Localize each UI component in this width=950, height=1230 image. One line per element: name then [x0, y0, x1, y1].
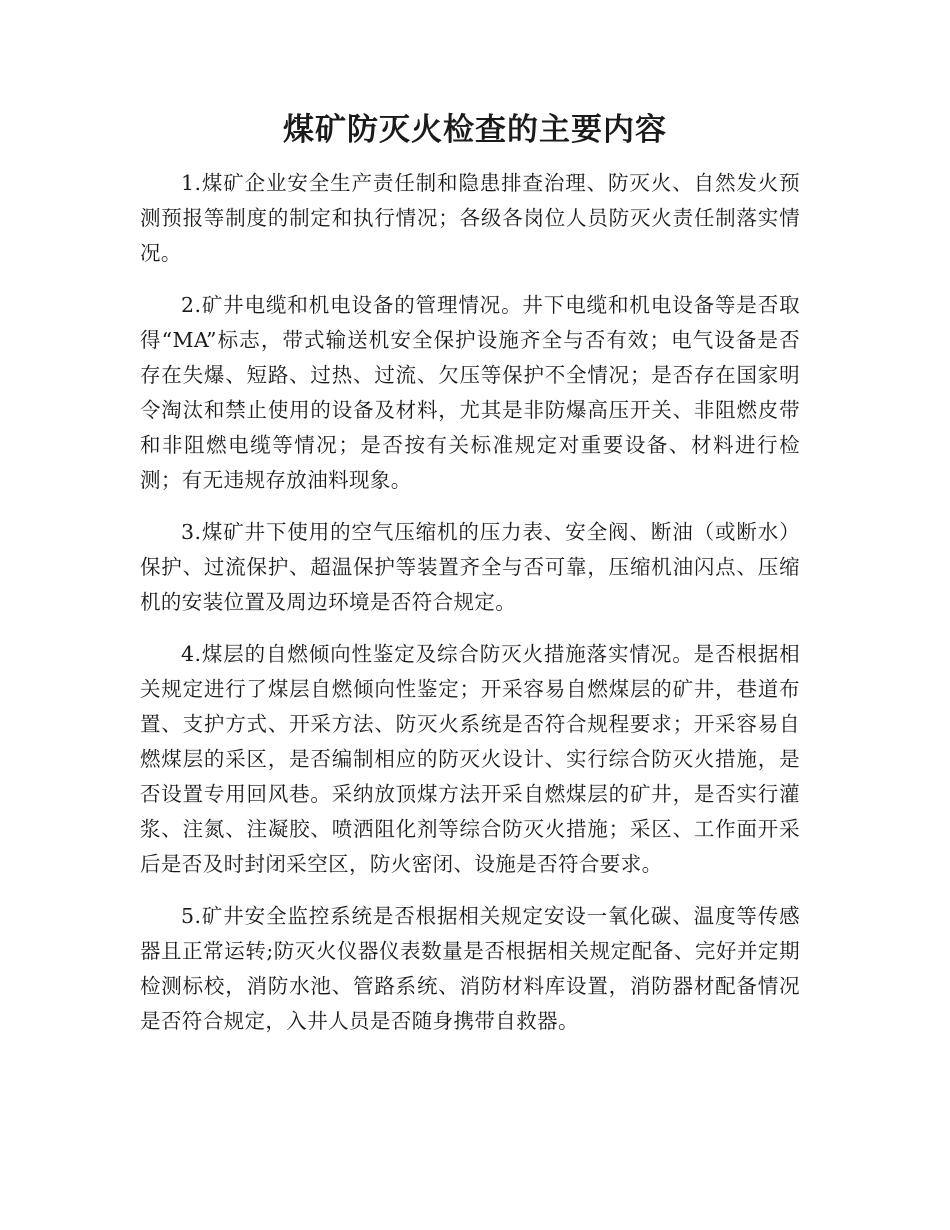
document-body	[140, 166, 800, 1056]
document-title: 煤矿防灭火检查的主要内容	[283, 112, 667, 148]
paragraph-1: 1.煤矿企业安全生产责任制和隐患排查治理、防灭火、自然发火预测预报等制度的制定和执行情况；各级各岗位人员防灭火责任制落实情况。	[140, 171, 800, 265]
paragraph-3: 3.煤矿井下使用的空气压缩机的压力表、安全阀、断油（或断水）保护、过流保护、超温保护等装置齐全与否可靠，压缩机油闪点、压缩机的安装位置及周边环境是否符合规定。	[140, 520, 800, 614]
paragraph-4: 4.煤层的自燃倾向性鉴定及综合防灭火措施落实情况。是否根据相关规定进行了煤层自燃倾向性鉴定；开采容易自燃煤层的矿井，巷道布置、支护方式、开采方法、防灭火系统是否符合规程要求；开采容易自燃煤层的采区，是否编制相应的防灭火设计、实行综合防灭火措施，是否设置专用回风巷。采纳放顶煤方法开采自燃煤层的矿井，是否实行灌浆、注氮、注凝胶、喷洒阻化剂等综合防灭火措施；采区、工作面开采后是否及时封闭采空区，防火密闭、设施是否符合要求。	[140, 642, 800, 876]
paragraph-5: 5.矿井安全监控系统是否根据相关规定安设一氧化碳、温度等传感器且正常运转;防灭火仪器仪表数量是否根据相关规定配备、完好并定期检测标校，消防水池、管路系统、消防材料库设置，消防器材配备情况是否符合规定，入井人员是否随身携带自救器。	[140, 904, 800, 1033]
paragraph-2: 2.矿井电缆和机电设备的管理情况。井下电缆和机电设备等是否取得“MA”标志，带式输送机安全保护设施齐全与否有效；电气设备是否存在失爆、短路、过热、过流、欠压等保护不全情况；是否存在国家明令淘汰和禁止使用的设备及材料，尤其是非防爆高压开关、非阻燃皮带和非阻燃电缆等情况；是否按有关标准规定对重要设备、材料进行检测；有无违规存放油料现象。	[140, 293, 800, 492]
